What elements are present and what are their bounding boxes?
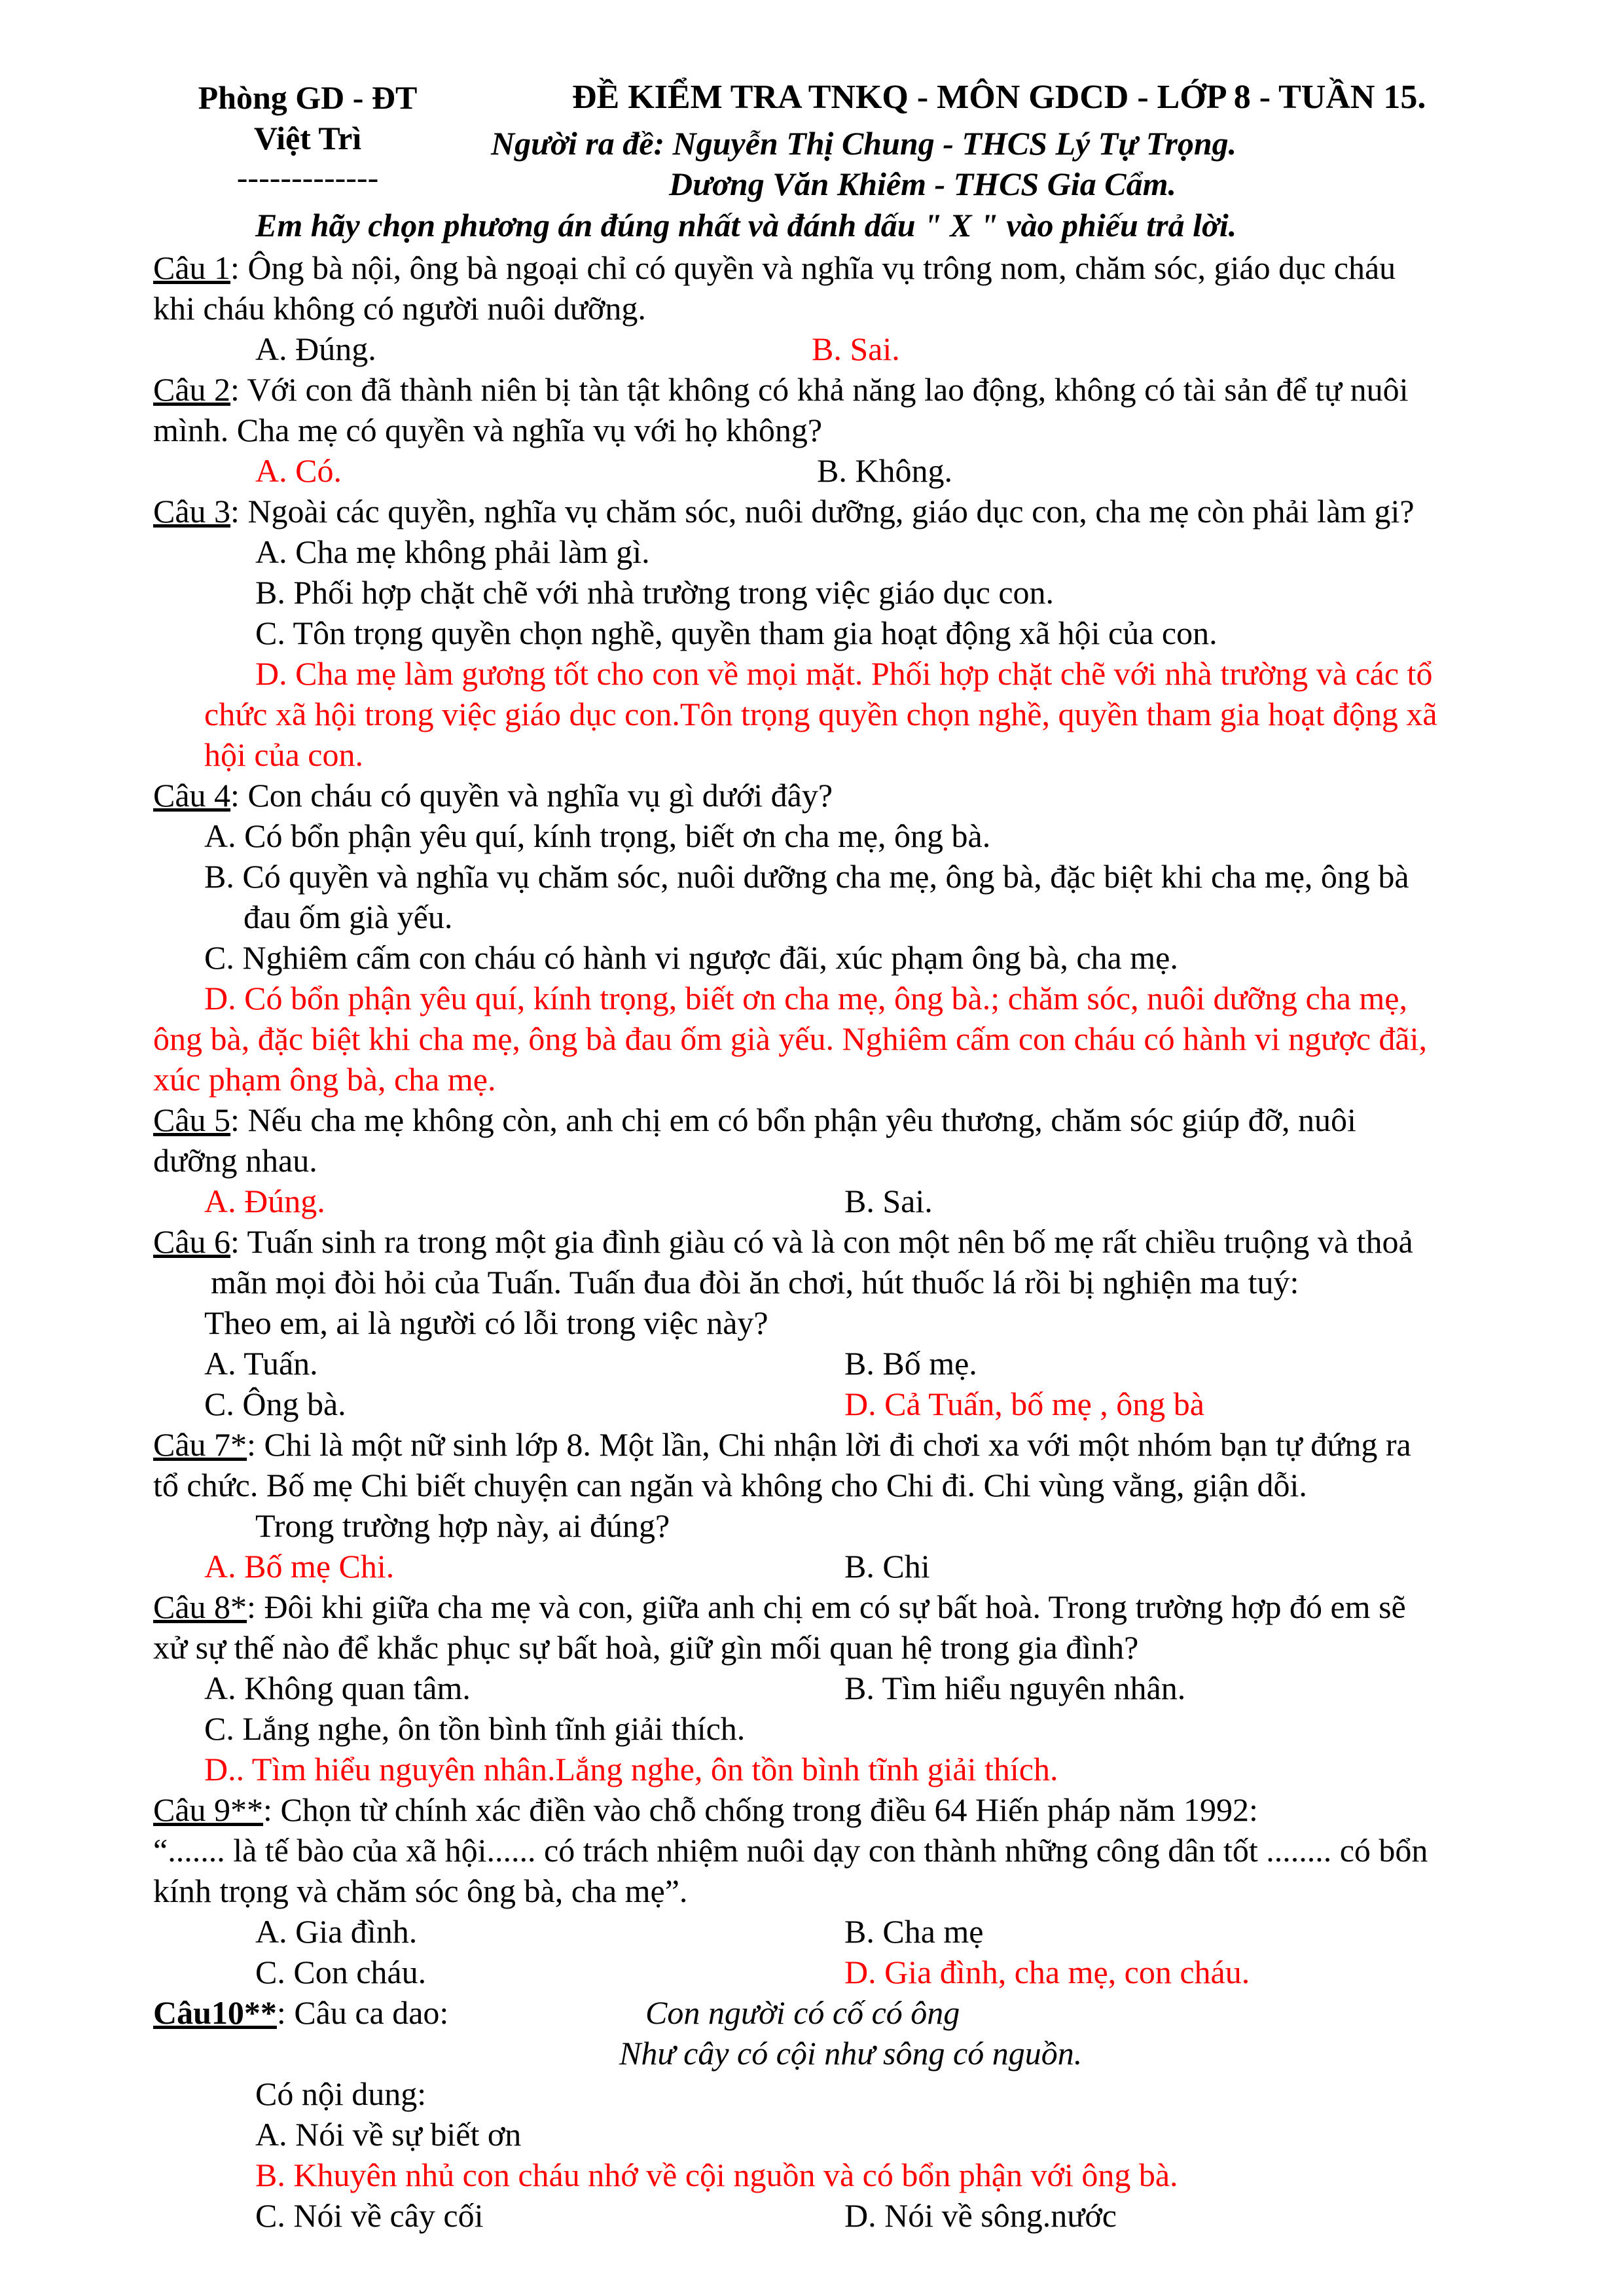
option-a: A. Gia đình. (255, 1913, 418, 1950)
question-text-cont: mình. Cha mẹ có quyền và nghĩa vụ với họ không? (153, 412, 823, 448)
question-text-cont: “....... là tế bào của xã hội...... có trách nhiệm nuôi dạy con thành những công dân tốt ........ có bổn (153, 1832, 1428, 1869)
option-c: C. Lắng nghe, ôn tồn bình tĩnh giải thích. (204, 1710, 746, 1747)
option-d-correct: D. Cả Tuấn, bố mẹ , ông bà (844, 1386, 1204, 1422)
question-10 (153, 1992, 448, 2033)
question-text: : Ngoài các quyền, nghĩa vụ chăm sóc, nuôi dưỡng, giáo dục con, cha mẹ còn phải làm gi? (230, 493, 1415, 529)
question-3 (153, 491, 1415, 531)
option-b: B. Cha mẹ (844, 1913, 984, 1950)
question-label: Câu 3 (153, 493, 231, 529)
question-label: Câu 7* (153, 1426, 247, 1463)
option-b-cont: đau ốm già yếu. (244, 899, 453, 935)
option-b: B. Tìm hiểu nguyên nhân. (844, 1670, 1186, 1706)
department-name: Phòng GD - ĐT (198, 79, 418, 116)
question-label: Câu 9** (153, 1791, 264, 1828)
question-label: Câu 8* (153, 1588, 247, 1625)
author-line-1: Người ra đề: Nguyễn Thị Chung - THCS Lý Tự Trọng. (491, 125, 1237, 162)
question-text-cont: xử sự thế nào để khắc phục sự bất hoà, giữ gìn mối quan hệ trong gia đình? (153, 1629, 1139, 1666)
question-6 (153, 1221, 1413, 1262)
option-d-correct: D. Có bổn phận yêu quí, kính trọng, biết ơn cha mẹ, ông bà.; chăm sóc, nuôi dưỡng cha mẹ, (204, 980, 1407, 1016)
option-d-correct: D. Gia đình, cha mẹ, con cháu. (844, 1954, 1250, 1990)
question-text: : Câu ca dao: (276, 1994, 449, 2031)
option-b: B. Có quyền và nghĩa vụ chăm sóc, nuôi dưỡng cha mẹ, ông bà, đặc biệt khi cha mẹ, ông bà (204, 858, 1409, 895)
question-7 (153, 1424, 1411, 1465)
question-label: Câu10** (153, 1994, 277, 2031)
question-1 (153, 247, 1396, 288)
question-text-cont: khi cháu không có người nuôi dưỡng. (153, 290, 646, 327)
question-8 (153, 1587, 1406, 1627)
instruction: Em hãy chọn phương án đúng nhất và đánh dấu " X " vào phiếu trả lời. (255, 207, 1237, 243)
question-label: Câu 5 (153, 1102, 231, 1138)
question-text-cont: kính trọng và chăm sóc ông bà, cha mẹ”. (153, 1873, 688, 1909)
option-d-cont: hội của con. (204, 736, 363, 773)
question-text: : Con cháu có quyền và nghĩa vụ gì dưới đây? (230, 777, 833, 814)
question-4 (153, 775, 833, 816)
author-line-2: Dương Văn Khiêm - THCS Gia Cẩm. (669, 166, 1176, 202)
question-text: : Chi là một nữ sinh lớp 8. Một lần, Chi nhận lời đi chơi xa với một nhóm bạn tự đứng ra (247, 1426, 1411, 1463)
question-text-cont: mãn mọi đòi hỏi của Tuấn. Tuấn đua đòi ăn chơi, hút thuốc lá rồi bị nghiện ma tuý: (211, 1264, 1299, 1300)
question-text: : Tuấn sinh ra trong một gia đình giàu có và là con một nên bố mẹ rất chiều truộng và thoả (230, 1223, 1413, 1260)
question-text: : Chọn từ chính xác điền vào chỗ chống trong điều 64 Hiến pháp năm 1992: (263, 1791, 1258, 1828)
option-d: D. Nói về sông.nước (844, 2197, 1117, 2234)
option-b: B. Chi (844, 1548, 930, 1585)
option-c: C. Nghiêm cấm con cháu có hành vi ngược đãi, xúc phạm ông bà, cha mẹ. (204, 939, 1178, 976)
option-d-cont: chức xã hội trong việc giáo dục con.Tôn trọng quyền chọn nghề, quyền tham gia hoạt động xã (204, 696, 1437, 732)
option-b: B. Không. (817, 452, 952, 489)
question-text: : Đôi khi giữa cha mẹ và con, giữa anh chị em có sự bất hoà. Trong trường hợp đó em sẽ (247, 1588, 1406, 1625)
option-a: A. Đúng. (255, 331, 376, 367)
option-c: C. Ông bà. (204, 1386, 346, 1422)
question-lead: Có nội dung: (255, 2075, 427, 2112)
option-d-correct: D.. Tìm hiểu nguyên nhân.Lắng nghe, ôn tồn bình tĩnh giải thích. (204, 1751, 1058, 1787)
option-b: B. Phối hợp chặt chẽ với nhà trường trong việc giáo dục con. (255, 574, 1055, 611)
question-label: Câu 2 (153, 371, 231, 408)
option-c: C. Nói về cây cối (255, 2197, 484, 2234)
option-c: C. Con cháu. (255, 1954, 427, 1990)
option-a-correct: A. Có. (255, 452, 342, 489)
option-b-correct: B. Sai. (812, 331, 900, 367)
option-a: A. Cha mẹ không phải làm gì. (255, 533, 650, 570)
question-text-cont: Trong trường hợp này, ai đúng? (255, 1507, 670, 1544)
poem-line-1: Con người có cố có ông (645, 1994, 960, 2031)
option-d-cont: xúc phạm ông bà, cha mẹ. (153, 1061, 496, 1098)
question-text-cont: tổ chức. Bố mẹ Chi biết chuyện can ngăn và không cho Chi đi. Chi vùng vằng, giận dỗi. (153, 1467, 1307, 1503)
question-5 (153, 1100, 1356, 1140)
option-a-correct: A. Đúng. (204, 1183, 325, 1219)
question-text-cont: Theo em, ai là người có lỗi trong việc này? (204, 1304, 768, 1341)
question-label: Câu 6 (153, 1223, 231, 1260)
option-a-correct: A. Bố mẹ Chi. (204, 1548, 395, 1585)
option-b: B. Sai. (844, 1183, 933, 1219)
option-c: C. Tôn trọng quyền chọn nghề, quyền tham gia hoạt động xã hội của con. (255, 615, 1218, 651)
question-text-cont: dưỡng nhau. (153, 1142, 317, 1179)
question-label: Câu 1 (153, 249, 231, 286)
option-d-correct: D. Cha mẹ làm gương tốt cho con về mọi mặt. Phối hợp chặt chẽ với nhà trường và các tổ (255, 655, 1433, 692)
option-b-correct: B. Khuyên nhủ con cháu nhớ về cội nguồn và có bổn phận với ông bà. (255, 2157, 1178, 2193)
poem-line-2: Như cây có cội như sông có nguồn. (619, 2035, 1083, 2072)
option-b: B. Bố mẹ. (844, 1345, 977, 1382)
option-a: A. Có bổn phận yêu quí, kính trọng, biết ơn cha mẹ, ông bà. (204, 817, 991, 854)
option-a: A. Nói về sự biết ơn (255, 2116, 522, 2153)
question-label: Câu 4 (153, 777, 231, 814)
question-9 (153, 1789, 1258, 1830)
option-a: A. Tuấn. (204, 1345, 318, 1382)
option-d-cont: ông bà, đặc biệt khi cha mẹ, ông bà đau ốm già yếu. Nghiêm cấm con cháu có hành vi ngược đãi, (153, 1020, 1427, 1057)
question-text: : Nếu cha mẹ không còn, anh chị em có bổn phận yêu thương, chăm sóc giúp đỡ, nuôi (230, 1102, 1356, 1138)
question-2 (153, 369, 1409, 410)
page-title: ĐỀ KIỂM TRA TNKQ - MÔN GDCD - LỚP 8 - TUẦN 15. (572, 79, 1426, 116)
department-city: Việt Trì (253, 120, 362, 156)
question-text: : Ông bà nội, ông bà ngoại chỉ có quyền và nghĩa vụ trông nom, chăm sóc, giáo dục cháu (230, 249, 1396, 286)
option-a: A. Không quan tâm. (204, 1670, 471, 1706)
question-text: : Với con đã thành niên bị tàn tật không có khả năng lao động, không có tài sản để tự nuôi (230, 371, 1409, 408)
department-rule: ------------- (236, 159, 379, 196)
